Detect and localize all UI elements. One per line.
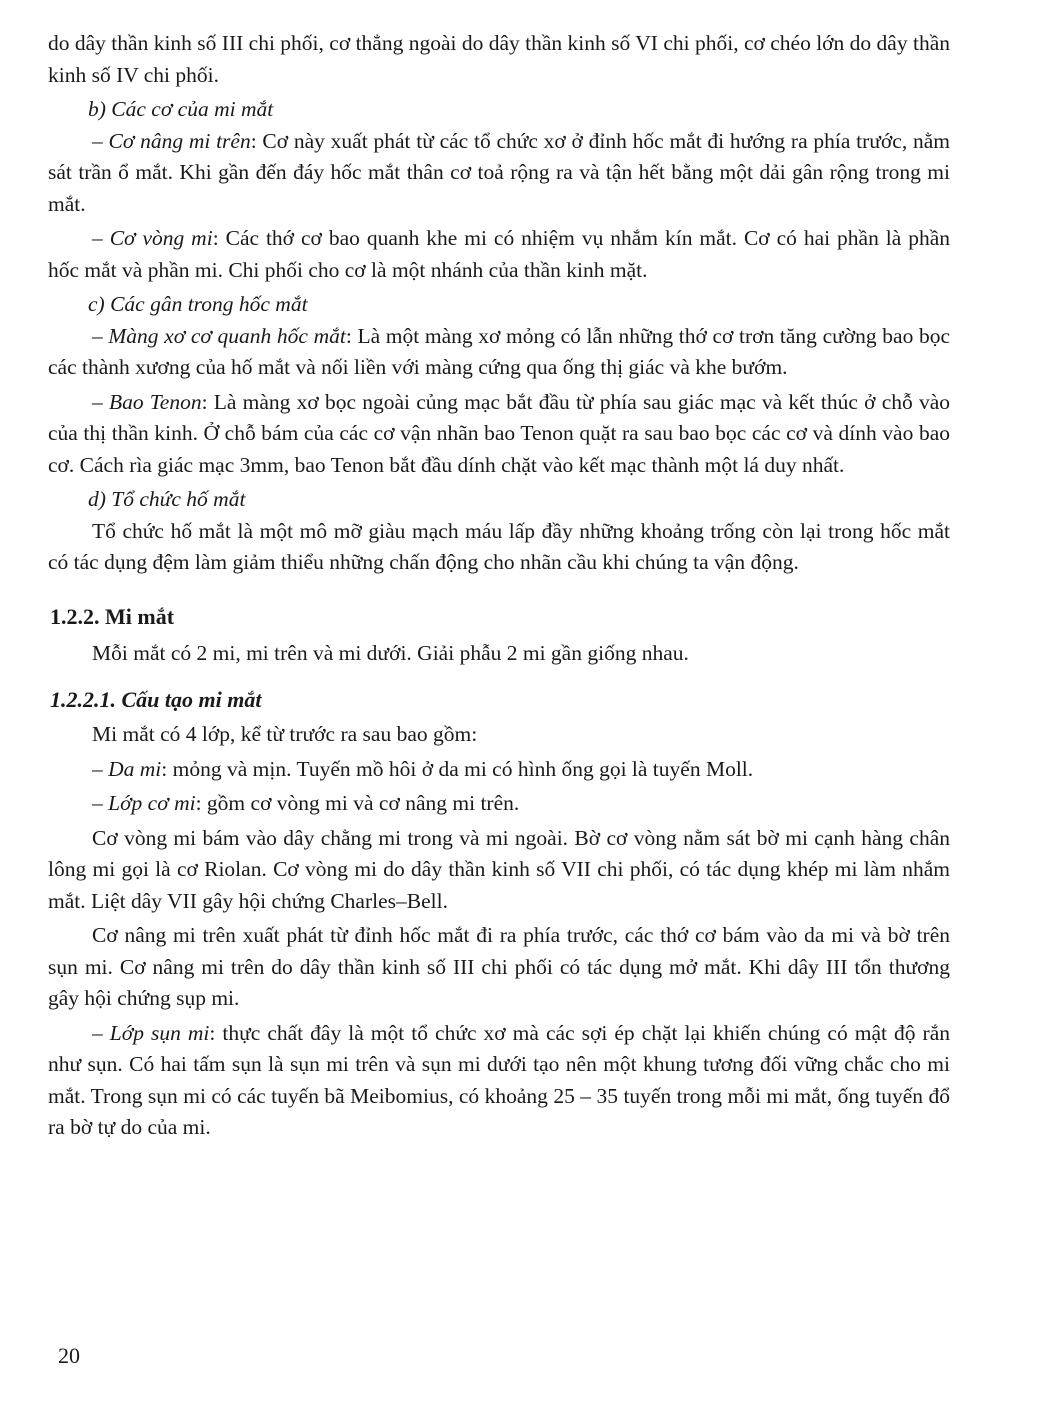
term-mang-xo-co: – Màng xơ cơ quanh hốc mắt	[92, 323, 346, 348]
document-page	[48, 28, 950, 1144]
section-d-title: d) Tổ chức hố mắt	[88, 487, 246, 511]
text-mang-xo-co: : Là một màng xơ mỏng có lẫn những thớ cơ trơn tăng cường bao bọc các thành xương của hố mắt và nối liền với màng cứng qua ống thị giác và khe bướm.	[48, 323, 950, 379]
term-lop-sun-mi: – Lớp sụn mi	[92, 1020, 210, 1045]
text-bao-tenon: : Là màng xơ bọc ngoài củng mạc bắt đầu từ phía sau giác mạc và kết thúc ở chỗ vào của thị thần kinh. Ở chỗ bám của các cơ vận nhãn bao Tenon quặt ra sau bao bọc các cơ và dính vào bao cơ. Cách rìa giác mạc 3mm, bao Tenon bắt đầu dính chặt vào kết mạc thành một lá duy nhất.	[48, 389, 950, 477]
page-number: 20	[58, 1343, 80, 1368]
term-co-vong-mi: – Cơ vòng mi	[92, 226, 213, 250]
paragraph-co-vong-mi-detail: Cơ vòng mi bám vào dây chằng mi trong và mi ngoài. Bờ cơ vòng nằm sát bờ mi cạnh hàng chân lông mi gọi là cơ Riolan. Cơ vòng mi do dây thần kinh số VII chi phối, có tác dụng khép mi làm nhắm mắt. Liệt dây VII gây hội chứng Charles–Bell.	[48, 825, 950, 913]
term-lop-co-mi: – Lớp cơ mi	[92, 791, 196, 815]
term-da-mi: – Da mi	[92, 756, 162, 781]
text-da-mi: : mỏng và mịn. Tuyến mồ hôi ở da mi có hình ống gọi là tuyến Moll.	[161, 756, 754, 781]
paragraph-co-vong-mi	[48, 223, 950, 286]
section-c-title: c) Các gân trong hốc mắt	[88, 292, 308, 316]
section-b-title: b) Các cơ của mi mắt	[88, 97, 274, 121]
paragraph-mi-mat: Mỗi mắt có 2 mi, mi trên và mi dưới. Giải phẫu 2 mi gần giống nhau.	[92, 641, 689, 665]
heading-1-2-2-1: 1.2.2.1. Cấu tạo mi mắt	[50, 686, 262, 712]
text-co-vong-mi: : Các thớ cơ bao quanh khe mi có nhiệm vụ nhắm kín mắt. Cơ có hai phần là phần hốc mắt và phần mi. Chi phối cho cơ là một nhánh của thần kinh mặt.	[48, 226, 950, 282]
text-co-nang-mi-tren: : Cơ này xuất phát từ các tổ chức xơ ở đỉnh hốc mắt đi hướng ra phía trước, nằm sát trần ổ mắt. Khi gần đến đáy hốc mắt thân cơ toả rộng ra và tận hết bằng một dải gân rộng trong mi mắt.	[48, 128, 950, 216]
paragraph-mang-xo-co	[48, 321, 950, 384]
paragraph-lop-sun-mi	[48, 1018, 950, 1144]
paragraph-lead: Mi mắt có 4 lớp, kể từ trước ra sau bao gồm:	[92, 722, 478, 746]
paragraph-da-mi	[48, 754, 950, 786]
intro-paragraph: do dây thần kinh số III chi phối, cơ thẳng ngoài do dây thần kinh số VI chi phối, cơ chéo lớn do dây thần kinh số IV chi phối.	[48, 31, 950, 87]
text-lop-sun-mi: : thực chất đây là một tổ chức xơ mà các sợi ép chặt lại khiến chúng có mật độ rắn như sụn. Có hai tấm sụn là sụn mi trên và sụn mi dưới tạo nên một khung tương đối vững chắc cho mi mắt. Trong sụn mi có các tuyến bã Meibomius, có khoảng 25 – 35 tuyến trong mỗi mi mắt, ống tuyến đổ ra bờ tự do của mi.	[48, 1020, 950, 1139]
text-lop-co-mi: : gồm cơ vòng mi và cơ nâng mi trên.	[195, 791, 520, 815]
paragraph-co-nang-mi-detail: Cơ nâng mi trên xuất phát từ đỉnh hốc mắt đi ra phía trước, các thớ cơ bám vào da mi và bờ trên sụn mi. Cơ nâng mi trên do dây thần kinh số III chi phối có tác dụng mở mắt. Khi dây III tổn thương gây hội chứng sụp mi.	[48, 923, 950, 1010]
term-bao-tenon: – Bao Tenon	[92, 389, 202, 414]
term-co-nang-mi-tren: – Cơ nâng mi trên	[92, 128, 251, 153]
heading-1-2-2: 1.2.2. Mi mắt	[50, 603, 175, 629]
paragraph-bao-tenon	[48, 387, 950, 482]
paragraph-lop-co-mi	[48, 788, 950, 820]
paragraph-to-chuc-ho-mat: Tổ chức hố mắt là một mô mỡ giàu mạch máu lấp đầy những khoảng trống còn lại trong hốc mắt có tác dụng đệm làm giảm thiểu những chấn động cho nhãn cầu khi chúng ta vận động.	[48, 518, 950, 574]
paragraph-co-nang-mi-tren	[48, 126, 950, 221]
